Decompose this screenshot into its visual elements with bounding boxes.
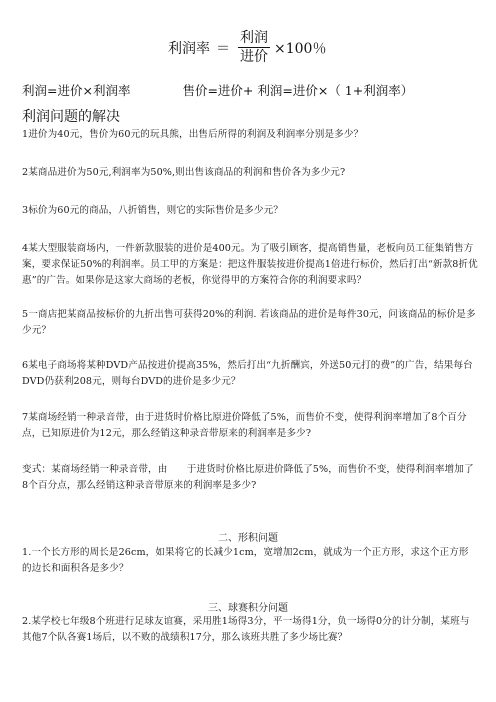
- section2-title: 二、形积问题: [218, 533, 278, 544]
- relations-line: [22, 81, 413, 99]
- question-2: 2某商品进价为50元,利润率为50%,则出售该商品的利润和售价各为多少元?: [22, 167, 346, 178]
- formula-denominator: 进价: [240, 49, 268, 65]
- section2-question: 1.一个长方形的周长是26cm，如果将它的长减少1cm，宽增加2cm，就成为一个正方形，求这个正方形的边长和面积各是多少？: [22, 547, 469, 574]
- question-variant: 变式：某商场经销一种录音带，由 于进货时价格比原进价降低了5%，而售价不变，使得利润率增加了8个百分点，那么经销这种录音带原来的利润率是多少?: [22, 464, 474, 491]
- question-3: 3标价为60元的商品，八折销售，则它的实际售价是多少元？: [22, 205, 283, 216]
- formula-numerator: 利润: [240, 30, 268, 46]
- question-7: 7某商场经销一种录音带，由于进货时价格比原进价降低了5%，而售价不变，使得利润率增加了8个百分点，已知原进价为12元，那么经销这种录音带原来的利润率是多少?: [22, 412, 467, 439]
- section3-question: 2.某学校七年级8个班进行足球友谊赛，采用胜1场得3分，平一场得1分，负一场得0分的计分制，某班与其他7个队各赛1场后，以不败的战绩积17分，那么该班共胜了多少场比赛？: [22, 616, 470, 643]
- question-4: 4某大型服装商场内，一件新款服装的进价是400元。为了吸引顾客，提高销售量，老板向员工征集销售方案，要求保证50%的利润率。员工甲的方案是：把这件服装按进价提高1倍进行标价，然后打出“新款8折优惠”的广告。如果你是这家大商场的老板，你觉得甲的方案符合你的利润要求吗？: [22, 243, 478, 286]
- question-1: 1进价为40元，售价为60元的玩具熊，出售后所得的利润及利润率分别是多少？: [22, 129, 364, 140]
- section1-heading: 利润问题的解决: [22, 109, 120, 125]
- relation-profit: 利润=进价×利润率: [22, 83, 131, 98]
- formula-lhs: 利润率: [168, 40, 210, 57]
- question-5: 5一商店把某商品按标价的九折出售可获得20%的利润. 若该商品的进价是每件30元，问该商品的标价是多少元？: [22, 309, 476, 336]
- question-6: 6某电子商场将某种DVD产品按进价提高35%，然后打出“九折酬宾，外送50元打的费”的广告，结果每台DVD仍获利208元，则每台DVD的进价是多少元？: [22, 360, 473, 387]
- formula-multiplier: ×100％: [274, 40, 327, 57]
- formula-fraction: [238, 30, 270, 65]
- relation-price: 售价=进价+ 利润=进价×（ 1+利润率）: [182, 83, 414, 98]
- profit-rate-formula: [168, 30, 326, 65]
- formula-equals: ＝: [216, 40, 230, 57]
- section3-title: 三、球赛积分问题: [208, 603, 288, 614]
